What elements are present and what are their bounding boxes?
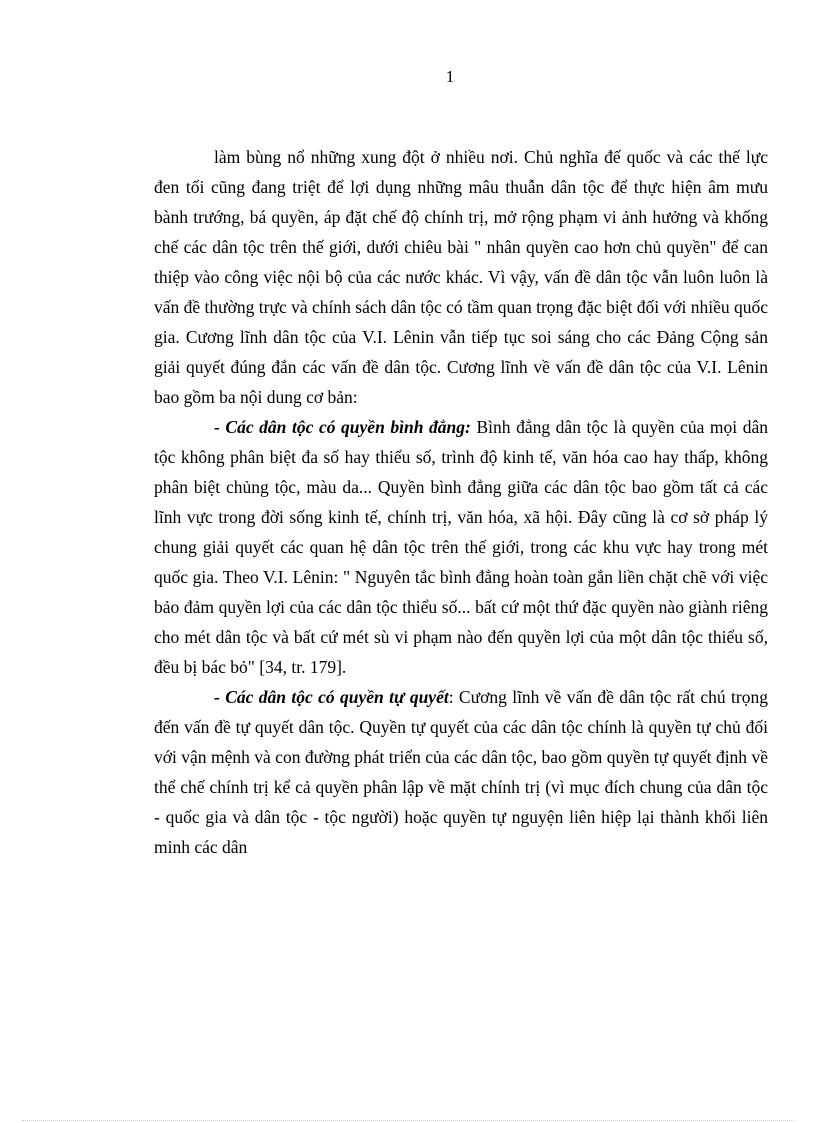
paragraph-text: Bình đẳng dân tộc là quyền của mọi dân tộc không phân biệt đa số hay thiểu số, trình độ kinh tế, văn hóa cao hay thấp, không phân biệt chủng tộc, màu da... Quyền bình đẳng giữa các dân tộc bao gồm tất cả các lĩnh vực trong đời sống kinh tế, chính trị, văn hóa, xã hội. Đây cũng là cơ sở pháp lý chung giải quyết các quan hệ dân tộc trên thế giới, trong các khu vực hay trong mét quốc gia. Theo V.I. Lênin: " Nguyên tắc bình đẳng hoàn toàn gắn liền chặt chẽ với việc bảo đảm quyền lợi của các dân tộc thiểu số... bất cứ một thứ đặc quyền nào giành riêng cho mét dân tộc và bất cứ mét sù vi phạm nào đến quyền lợi của một dân tộc thiểu số, đều bị bác bỏ" [34, tr. 179].: [154, 417, 768, 677]
page-bottom-border: [22, 1120, 794, 1121]
paragraph-text: làm bùng nổ những xung đột ở nhiều nơi. Chủ nghĩa đế quốc và các thế lực đen tối cũng đang triệt để lợi dụng những mâu thuẫn dân tộc để thực hiện âm mưu bành trướng, bá quyền, áp đặt chế độ chính trị, mở rộng phạm vi ảnh hưởng và khống chế các dân tộc trên thế giới, dưới chiêu bài " nhân quyền cao hơn chủ quyền" để can thiệp vào công việc nội bộ của các nước khác. Vì vậy, vấn đề dân tộc vẫn luôn luôn là vấn đề thường trực và chính sách dân tộc có tầm quan trọng đặc biệt đối với nhiều quốc gia. Cương lĩnh dân tộc của V.I. Lênin vẫn tiếp tục soi sáng cho các Đảng Cộng sản giải quyết đúng đắn các vấn đề dân tộc. Cương lĩnh về vấn đề dân tộc của V.I. Lênin bao gồm ba nội dung cơ bản:: [154, 147, 768, 407]
document-body: [154, 142, 768, 862]
paragraph-equality: [154, 412, 768, 682]
section-heading-self-determination: - Các dân tộc có quyền tự quyết: [214, 687, 449, 707]
page-number: 1: [445, 67, 455, 86]
section-heading-equality: - Các dân tộc có quyền bình đẳng:: [214, 417, 471, 437]
paragraph-text: : Cương lĩnh về vấn đề dân tộc rất chú trọng đến vấn đề tự quyết dân tộc. Quyền tự quyết của các dân tộc chính là quyền tự chủ đối với vận mệnh và con đường phát triển của các dân tộc, bao gồm quyền tự quyết định về thể chế chính trị kể cả quyền phân lập về mặt chính trị (vì mục đích chung của dân tộc - quốc gia và dân tộc - tộc người) hoặc quyền tự nguyện liên hiệp lại thành khối liên minh các dân: [154, 687, 768, 857]
paragraph-self-determination: [154, 682, 768, 862]
paragraph-intro: [154, 142, 768, 412]
